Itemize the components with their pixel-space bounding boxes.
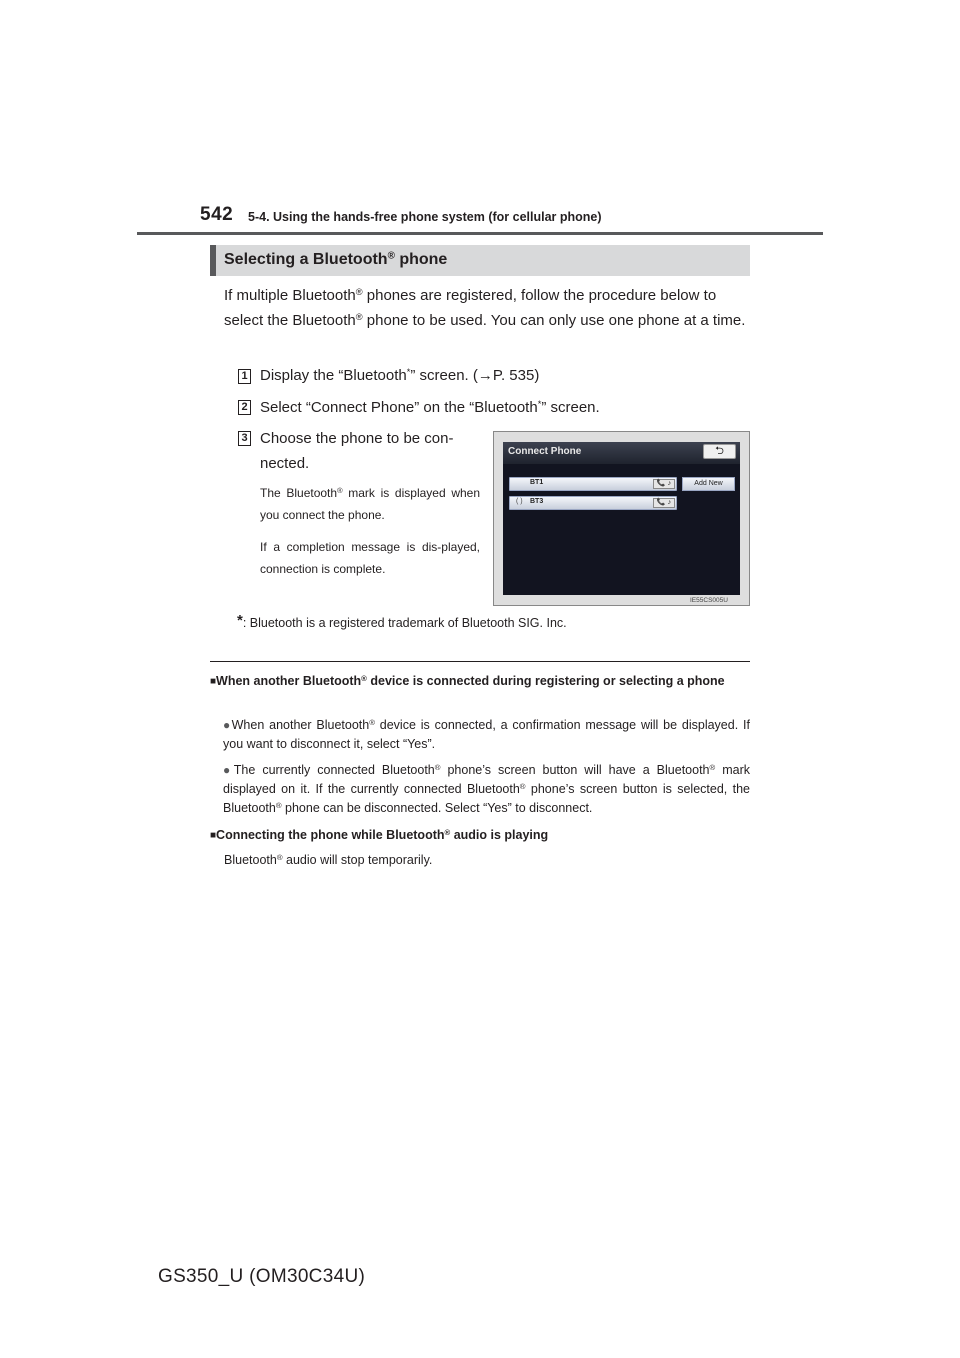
square-bullet-icon: ■ (210, 676, 217, 687)
note-bullet-disconnect: ●The currently connected Bluetooth® phone’s screen button will have a Bluetooth® mark displayed on it. If the currently connected Bluetooth® phone’s screen button is selected, the Bluetooth® phone can be disconnected. Select “Yes” to disconnect. (223, 762, 751, 815)
note-heading-audio-playing: ■Connecting the phone while Bluetooth® audio is playing (210, 827, 549, 842)
trademark-footnote: *: Bluetooth is a registered trademark of Bluetooth SIG. Inc. (237, 612, 567, 630)
phone-settings-icon[interactable]: 📞 ♪ (653, 498, 675, 508)
arrow-right-icon: → (477, 367, 493, 384)
connect-phone-screenshot (493, 431, 750, 606)
back-button[interactable] (703, 444, 736, 459)
add-new-button[interactable]: Add New (682, 477, 735, 491)
section-title: Selecting a Bluetooth® phone (224, 250, 448, 268)
step-number-2: 2 (238, 400, 251, 415)
phone-button-bt1[interactable] (509, 477, 677, 491)
notes-divider (210, 661, 750, 662)
screen-title: Connect Phone (508, 446, 582, 457)
round-bullet-icon: ● (223, 718, 232, 732)
bluetooth-mark-icon: ( ) (516, 498, 523, 505)
square-bullet-icon: ■ (210, 830, 217, 841)
header-rule (137, 232, 823, 235)
intro-paragraph: If multiple Bluetooth® phones are registered, follow the procedure below to select the Bluetooth® phone to be used. You can only use one phone at a time. (224, 286, 746, 329)
step-3-note-bluetooth-mark: The Bluetooth® mark is displayed when you connect the phone. (260, 485, 481, 522)
phone-label: BT1 (530, 479, 544, 486)
step-2-text: Select “Connect Phone” on the “Bluetooth*” screen. (260, 398, 600, 416)
step-3-note-completion: If a completion message is dis-played, connection is complete. (260, 540, 480, 576)
section-heading-bar (210, 245, 750, 276)
navigation-screen (503, 442, 740, 595)
image-code: IE55CS005U (690, 597, 728, 604)
phone-label: BT3 (530, 498, 544, 505)
step-number-3: 3 (238, 431, 251, 446)
note-audio-stop: Bluetooth® audio will stop temporarily. (224, 852, 433, 867)
note-heading-another-device: ■When another Bluetooth® device is connected during registering or selecting a phone (210, 673, 725, 688)
chapter-header-title: 5-4. Using the hands-free phone system (for cellular phone) (248, 210, 602, 224)
round-bullet-icon: ● (223, 763, 234, 777)
step-1-text: Display the “Bluetooth*” screen. (→P. 535) (260, 366, 540, 384)
section-heading-accent (210, 245, 216, 276)
back-arrow-icon: ⮌ (715, 445, 724, 457)
note-bullet-confirmation: ●When another Bluetooth® device is connected, a confirmation message will be displayed. If you want to disconnect it, select “Yes”. (223, 717, 750, 751)
step-3-text: Choose the phone to be con-nected. (260, 430, 454, 472)
step-number-1: 1 (238, 369, 251, 384)
phone-settings-icon[interactable]: 📞 ♪ (653, 479, 675, 489)
page-number: 542 (200, 204, 234, 225)
phone-button-bt3[interactable] (509, 496, 677, 510)
footer-model-code: GS350_U (OM30C34U) (158, 1266, 366, 1287)
screen-title-bar (503, 442, 740, 464)
